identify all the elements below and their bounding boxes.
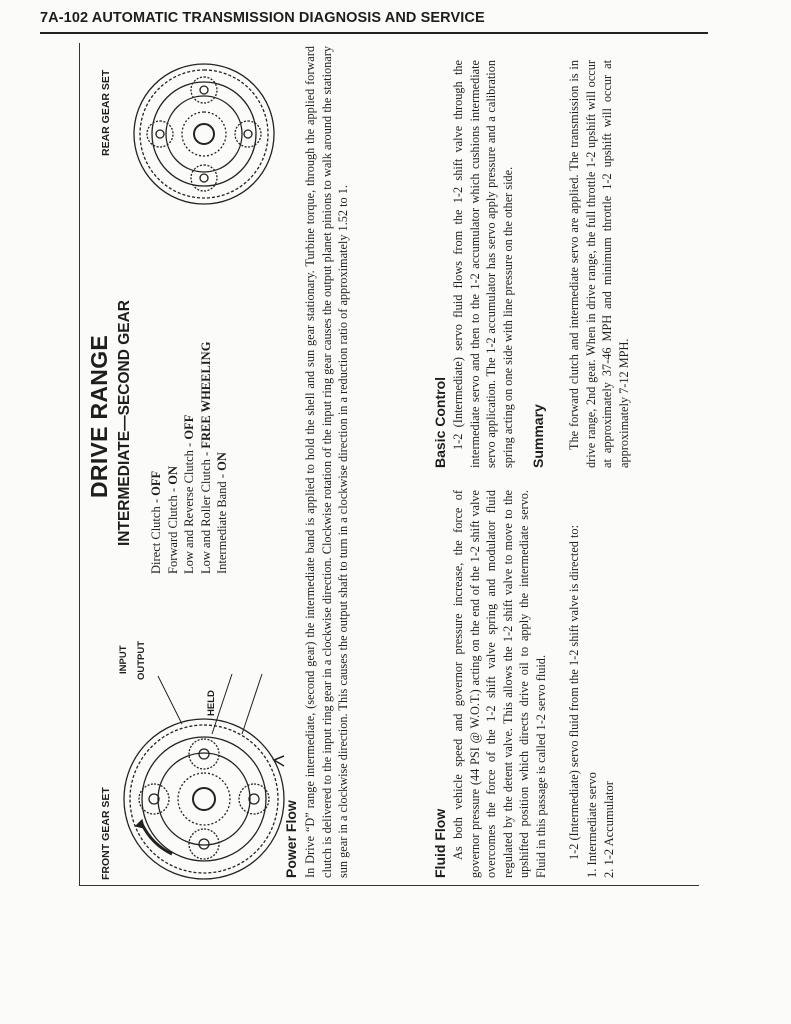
output-label: OUTPUT xyxy=(136,640,147,680)
status-low-roller-clutch: Low and Roller Clutch - FREE WHEELING xyxy=(198,341,213,574)
held-label: HELD xyxy=(206,690,217,716)
header-rule xyxy=(40,32,708,34)
summary-text: The forward clutch and intermediate servo are applied. The transmission is in drive range, 2nd gear. When in drive range, the full throttle 1-2 upshift will occur at approximately 37-46 MPH and minimum throttle 1-2 upshift will occur at approximately 7-12 MPH. xyxy=(567,60,631,468)
status-low-reverse-clutch: Low and Reverse Clutch - OFF xyxy=(182,414,197,574)
list-item: 2. 1-2 Accumulator xyxy=(601,781,616,878)
power-flow-heading: Power Flow xyxy=(283,800,299,878)
status-intermediate-band: Intermediate Band - ON xyxy=(215,452,230,574)
basic-control-text: 1-2 (Intermediate) servo fluid flows from the 1-2 shift valve through the intermediate servo and then to the 1-2 accumulator which cushions intermediate servo application. The 1-2 accumulator has servo apply pressure and a calibration spring acting on one side with line pressure on the other side. xyxy=(451,60,515,468)
fluid-flow-directed-text: 1-2 (Intermediate) servo fluid from the 1-2 shift valve is directed to: xyxy=(567,525,581,860)
rear-gear-set-diagram xyxy=(112,46,282,226)
status-forward-clutch: Forward Clutch - ON xyxy=(165,466,180,574)
fluid-flow-heading: Fluid Flow xyxy=(432,808,448,878)
power-flow-text: In Drive “D” range intermediate, (second gear) the intermediate band is applied to hold the shell and sun gear stationary. Turbine torque, through the applied forward clutch is delivered to the input ring gear in a clockwise direction. Clockwise rotation of the input ring gear causes the output planet pinions to walk around the stationary sun gear in a clockwise direction. This causes the output shaft to turn in a clockwise direction in a reduction ratio of approximately 1.52 to 1. xyxy=(303,46,351,878)
front-gear-set-diagram xyxy=(112,654,292,884)
list-item: 1. Intermediate servo xyxy=(585,772,599,878)
page-frame xyxy=(79,43,699,886)
clutch-status-list xyxy=(148,342,231,574)
status-direct-clutch: Direct Clutch - OFF xyxy=(149,470,163,574)
drive-range-title: DRIVE RANGE xyxy=(86,334,112,498)
input-label: INPUT xyxy=(118,645,129,674)
fluid-flow-paragraph: As both vehicle speed and governor pressure increase, the force of governor pressure (44 PSI @ W.O.T.) acting on the end of the 1-2 shift valve overcomes the force of the 1-2 shift valve spring and modulator fluid regulated by the detent valve. This allows the 1-2 shift valve to move to the upshifted position which directs drive oil to apply the intermediate servo. Fluid in this passage is called 1-2 servo fluid. xyxy=(451,490,548,878)
rear-gear-set-drawing xyxy=(134,64,274,204)
rear-gear-set-label: REAR GEAR SET xyxy=(100,69,112,156)
front-gear-set-label: FRONT GEAR SET xyxy=(100,787,112,880)
front-gear-set-drawing xyxy=(124,674,284,879)
intermediate-second-gear-subtitle: INTERMEDIATE—SECOND GEAR xyxy=(116,299,133,546)
page-header: 7A-102 AUTOMATIC TRANSMISSION DIAGNOSIS AND SERVICE xyxy=(40,10,485,26)
summary-heading: Summary xyxy=(530,404,546,468)
basic-control-heading: Basic Control xyxy=(432,376,448,468)
fluid-flow-list xyxy=(584,772,617,878)
rotated-sheet xyxy=(80,43,700,886)
